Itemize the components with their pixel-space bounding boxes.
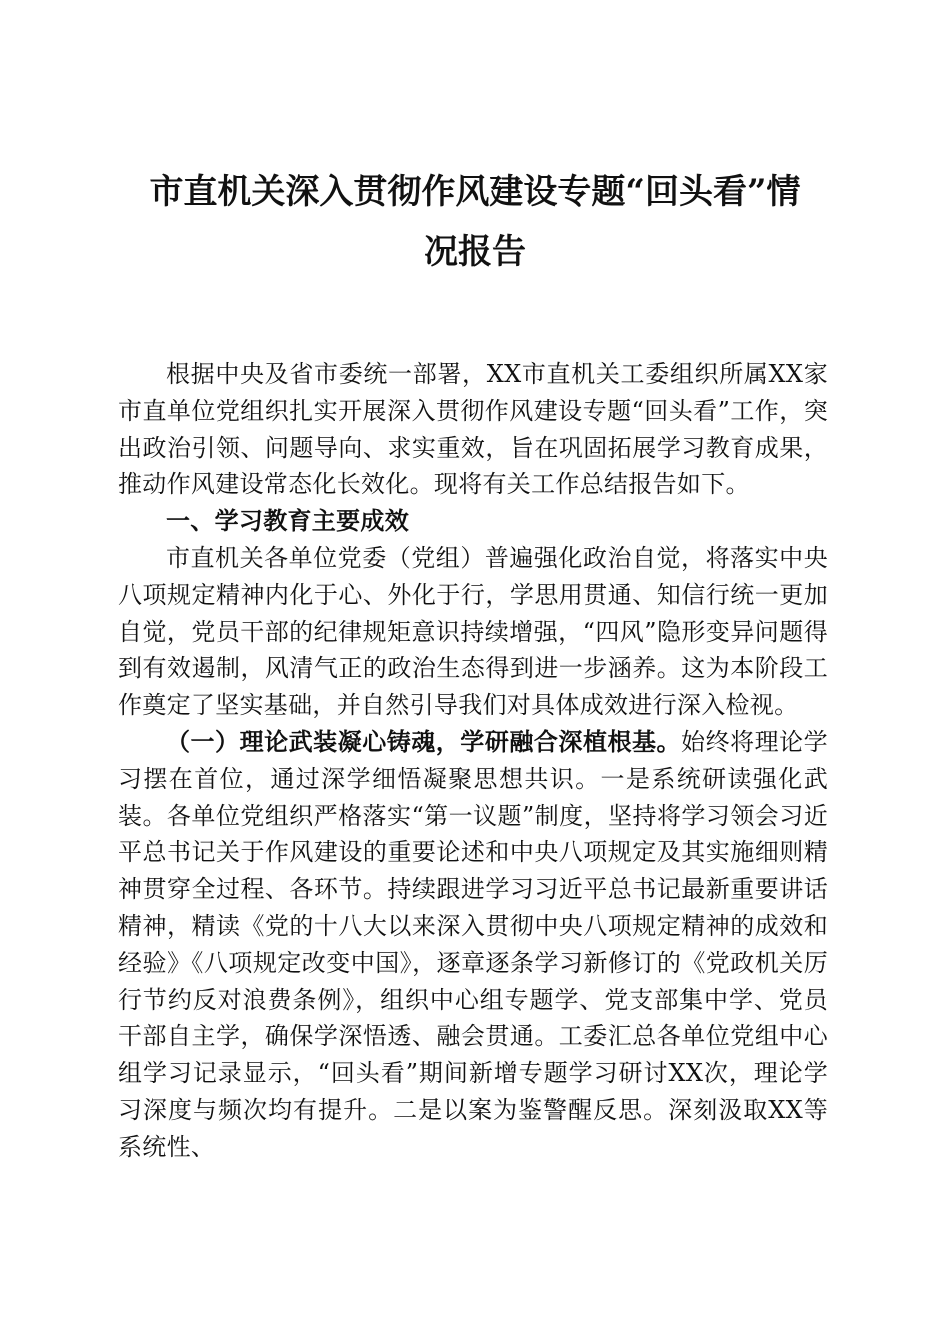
subsection-heading: （一）理论武装凝心铸魂，学研融合深植根基。 (166, 726, 682, 756)
section-paragraph: 市直机关各单位党委（党组）普遍强化政治自觉，将落实中央八项规定精神内化于心、外化于行，学思用贯通、知信行统一更加自觉，党员干部的纪律规矩意识持续增强，“四风”隐形变异问题得到有效遏制，风清气正的政治生态得到进一步涵养。这为本阶段工作奠定了坚实基础，并自然引导我们对具体成效进行深入检视。 (118, 543, 828, 720)
document-body (118, 356, 828, 1166)
section-heading: 一、学习教育主要成效 (166, 507, 409, 536)
subsection-text: 始终将理论学习摆在首位，通过深学细悟凝聚思想共识。一是系统研读强化武装。各单位党组织严格落实“第一议题”制度，坚持将学习领会习近平总书记关于作风建设的重要论述和中央八项规定及其实施细则精神贯穿全过程、各环节。持续跟进学习习近平总书记最新重要讲话精神，精读《党的十八大以来深入贯彻中央八项规定精神的成效和经验》《八项规定改变中国》，逐章逐条学习新修订的《党政机关厉行节约反对浪费条例》，组织中心组专题学、党支部集中学、党员干部自主学，确保学深悟透、融会贯通。工委汇总各单位党组中心组学习记录显示，“回头看”期间新增专题学习研讨XX次，理论学习深度与频次均有提升。二是以案为鉴警醒反思。深刻汲取XX等系统性、 (118, 727, 828, 1161)
document-title (100, 162, 850, 282)
title-line-1: 市直机关深入贯彻作风建设专题“回头看”情 (149, 172, 801, 212)
title-line-2: 况报告 (424, 232, 526, 272)
subsection-paragraph (118, 724, 828, 1166)
intro-paragraph: 根据中央及省市委统一部署，XX市直机关工委组织所属XX家市直单位党组织扎实开展深入贯彻作风建设专题“回头看”工作，突出政治引领、问题导向、求实重效，旨在巩固拓展学习教育成果，推动作风建设常态化长效化。现将有关工作总结报告如下。 (118, 360, 828, 499)
